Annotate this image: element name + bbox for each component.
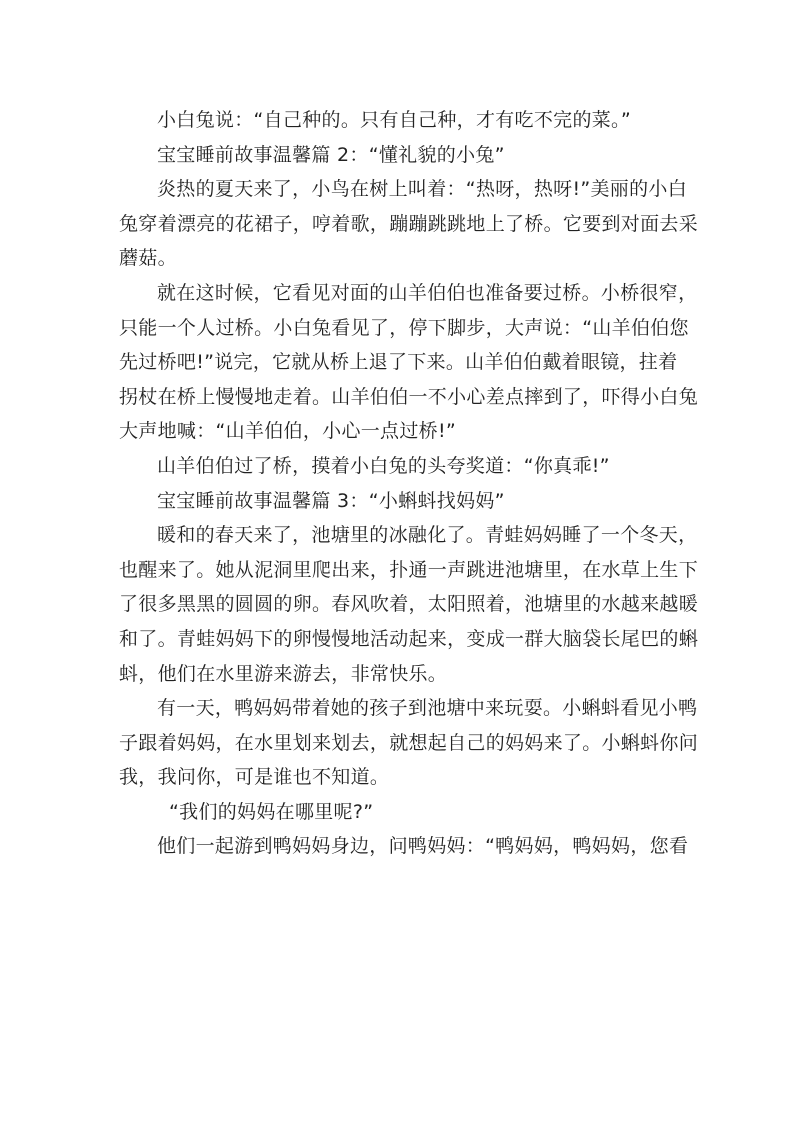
paragraph-line: 蘑菇。 — [119, 247, 177, 270]
paragraph-line: 暖和的春天来了，池塘里的冰融化了。青蛙妈妈睡了一个冬天， — [157, 524, 698, 547]
paragraph-line: 兔穿着漂亮的花裙子，哼着歌，蹦蹦跳跳地上了桥。它要到对面去采 — [119, 212, 699, 235]
paragraph-line: 了很多黑黑的圆圆的卵。春风吹着，太阳照着，池塘里的水越来越暖 — [119, 593, 699, 616]
paragraph-line: 他们一起游到鸭妈妈身边，问鸭妈妈：“鸭妈妈，鸭妈妈，您看 — [157, 835, 689, 858]
paragraph-line: 小白兔说：“自己种的。只有自己种，才有吃不完的菜。” — [157, 109, 631, 131]
paragraph-line: 山羊伯伯过了桥，摸着小白兔的头夸奖道：“你真乖!” — [157, 454, 610, 477]
document-body — [119, 103, 699, 864]
paragraph-line: 也醒来了。她从泥洞里爬出来，扑通一声跳进池塘里，在水草上生下 — [119, 558, 699, 581]
paragraph-line: 拐杖在桥上慢慢地走着。山羊伯伯一不小心差点摔到了，吓得小白兔 — [119, 385, 699, 408]
paragraph-line: “我们的妈妈在哪里呢?” — [169, 800, 374, 823]
section-heading: 宝宝睡前故事温馨篇 2：“懂礼貌的小兔” — [157, 143, 505, 166]
paragraph-line: 和了。青蛙妈妈下的卵慢慢地活动起来，变成一群大脑袋长尾巴的蝌 — [119, 627, 699, 650]
paragraph-line: 就在这时候，它看见对面的山羊伯伯也准备要过桥。小桥很窄， — [157, 281, 698, 304]
paragraph-line: 有一天，鸭妈妈带着她的孩子到池塘中来玩耍。小蝌蚪看见小鸭 — [157, 697, 698, 720]
section-heading: 宝宝睡前故事温馨篇 3：“小蝌蚪找妈妈” — [157, 489, 505, 512]
paragraph-line: 蚪，他们在水里游来游去，非常快乐。 — [119, 662, 448, 685]
paragraph-line: 子跟着妈妈，在水里划来划去，就想起自己的妈妈来了。小蝌蚪你问 — [119, 731, 699, 754]
paragraph-line: 先过桥吧!”说完，它就从桥上退了下来。山羊伯伯戴着眼镜，拄着 — [119, 351, 678, 374]
paragraph-line: 只能一个人过桥。小白兔看见了，停下脚步，大声说：“山羊伯伯您 — [119, 316, 689, 339]
paragraph-line: 大声地喊：“山羊伯伯，小心一点过桥!” — [119, 420, 457, 443]
paragraph-line: 我，我问你，可是谁也不知道。 — [119, 766, 390, 789]
paragraph-line: 炎热的夏天来了，小鸟在树上叫着：“热呀，热呀!”美丽的小白 — [157, 178, 688, 201]
